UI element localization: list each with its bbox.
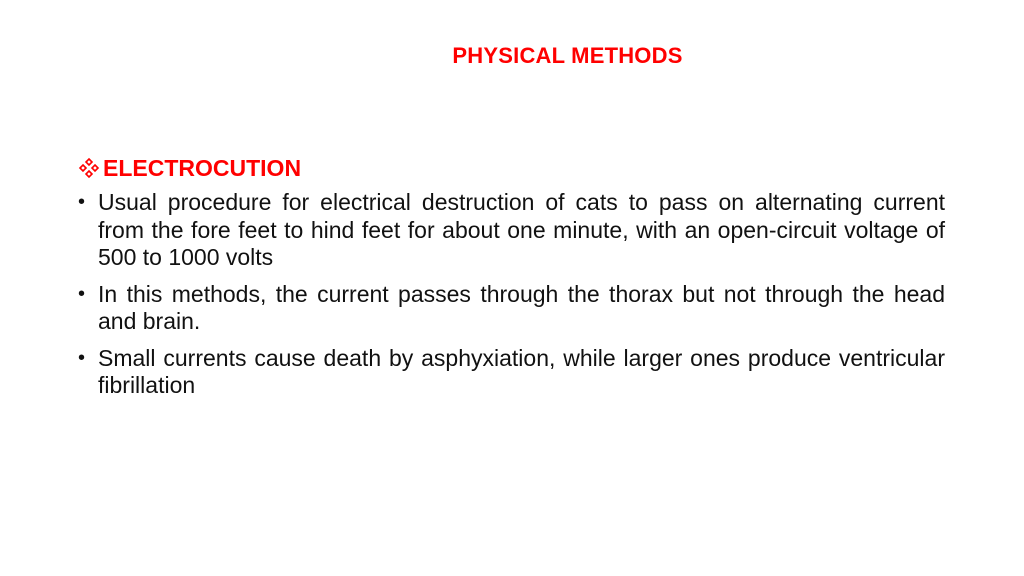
bullet-list [78, 189, 958, 400]
section-electrocution [78, 153, 958, 409]
bullet-dot-icon: • [78, 346, 86, 369]
diamond-bullet-icon [78, 157, 100, 179]
bullet-item [78, 345, 945, 400]
bullet-dot-icon: • [78, 282, 86, 305]
bullet-dot-icon: • [78, 191, 86, 213]
bullet-text: In this methods, the current passes through the thorax but not through the head and brain. [98, 280, 945, 334]
section-heading [78, 153, 958, 183]
bullet-text: Small currents cause death by asphyxiation, while larger ones produce ventricular fibrillation [98, 344, 945, 398]
bullet-item [78, 189, 945, 272]
bullet-text: Usual procedure for electrical destruction of cats to pass on alternating current from the fore feet to hind feet for about one minute, with an open-circuit voltage of 500 to 1000 volts [98, 189, 945, 270]
section-heading-text: ELECTROCUTION [103, 155, 302, 181]
slide-title: PHYSICAL METHODS [452, 43, 683, 68]
bullet-item [78, 281, 945, 336]
